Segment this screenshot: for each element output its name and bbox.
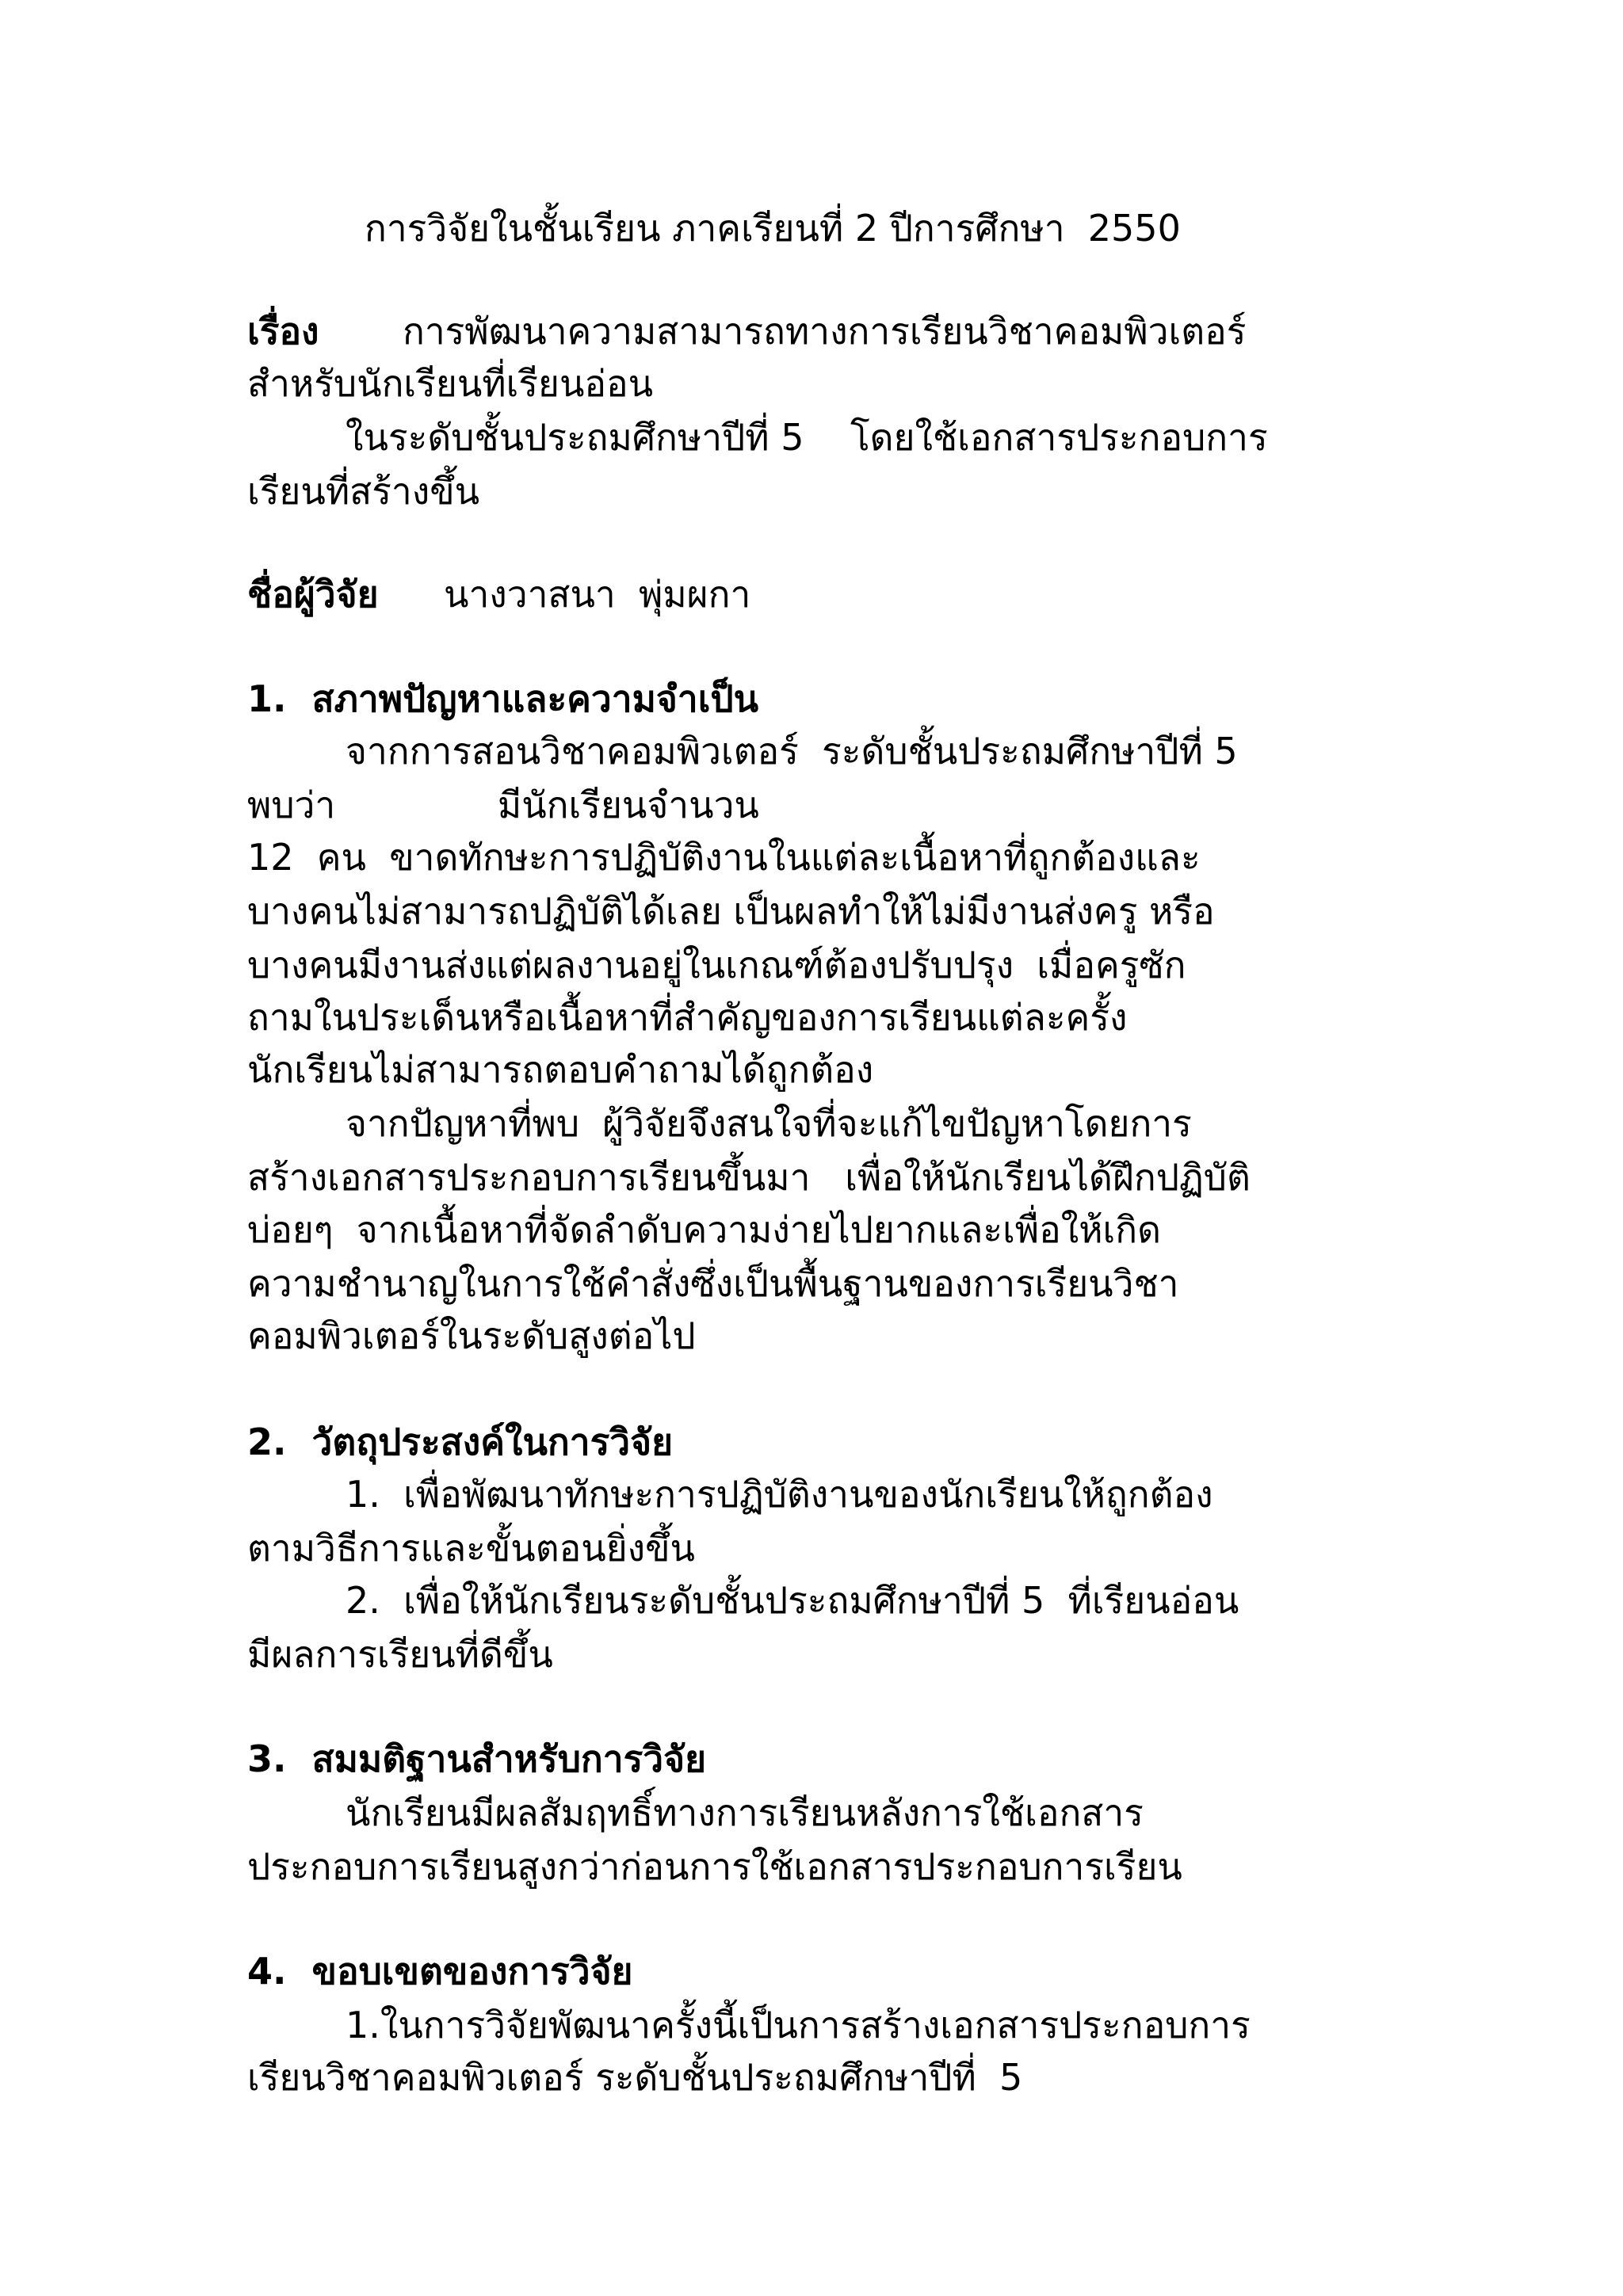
- subject-line-3: ในระดับชั้นประถมศึกษาปีที่ 5 โดยใช้เอกสารประกอบการ: [346, 416, 1268, 459]
- section-3-heading: 3. สมมติฐานสำหรับการวิจัย: [247, 1737, 707, 1780]
- section-1-line: บางคนมีงานส่งแต่ผลงานอยู่ในเกณฑ์ต้องปรับปรุง เมื่อครูซัก: [247, 944, 1186, 986]
- section-4-line: เรียนวิชาคอมพิวเตอร์ ระดับชั้นประถมศึกษาปีที่ 5: [247, 2056, 1023, 2099]
- section-1-line: บางคนไม่สามารถปฏิบัติได้เลย เป็นผลทำให้ไม่มีงานส่งครู หรือ: [247, 890, 1215, 933]
- researcher-label: ชื่อผู้วิจัย: [247, 573, 379, 616]
- section-1-line: ความชำนาญในการใช้คำสั่งซึ่งเป็นพื้นฐานของการเรียนวิชา: [247, 1262, 1179, 1305]
- section-2-line: 1. เพื่อพัฒนาทักษะการปฏิบัติงานของนักเรียนให้ถูกต้อง: [346, 1473, 1213, 1516]
- section-3-line: ประกอบการเรียนสูงกว่าก่อนการใช้เอกสารประกอบการเรียน: [247, 1845, 1182, 1888]
- subject-label: เรื่อง: [247, 310, 319, 353]
- section-2-line: 2. เพื่อให้นักเรียนระดับชั้นประถมศึกษาปีที่ 5 ที่เรียนอ่อน: [346, 1579, 1239, 1622]
- section-1-line: บ่อยๆ จากเนื้อหาที่จัดลำดับความง่ายไปยากและเพื่อให้เกิด: [247, 1208, 1161, 1251]
- section-2-heading: 2. วัตถุประสงค์ในการวิจัย: [247, 1421, 674, 1463]
- section-1-line: นักเรียนไม่สามารถตอบคำถามได้ถูกต้อง: [247, 1048, 874, 1091]
- section-1-line: จากการสอนวิชาคอมพิวเตอร์ ระดับชั้นประถมศึกษาปีที่ 5: [346, 730, 1238, 772]
- section-2-line: ตามวิธีการและขั้นตอนยิ่งขึ้น: [247, 1527, 696, 1569]
- subject-line-1: การพัฒนาความสามารถทางการเรียนวิชาคอมพิวเตอร์: [403, 310, 1247, 353]
- section-4-heading: 4. ขอบเขตของการวิจัย: [247, 1950, 633, 1993]
- subject-line-4: เรียนที่สร้างขึ้น: [247, 470, 480, 513]
- subject-line-2: สำหรับนักเรียนที่เรียนอ่อน: [247, 362, 654, 405]
- section-1-line: คอมพิวเตอร์ในระดับสูงต่อไป: [247, 1314, 696, 1357]
- section-3-line: นักเรียนมีผลสัมฤทธิ์ทางการเรียนหลังการใช้เอกสาร: [346, 1791, 1144, 1834]
- section-1-heading: 1. สภาพปัญหาและความจำเป็น: [247, 677, 759, 720]
- document-title: การวิจัยในชั้นเรียน ภาคเรียนที่ 2 ปีการศึกษา 2550: [365, 207, 1181, 250]
- section-4-line: 1.ในการวิจัยพัฒนาครั้งนี้เป็นการสร้างเอกสารประกอบการ: [346, 2004, 1251, 2046]
- section-1-line: 12 คน ขาดทักษะการปฏิบัติงานในแต่ละเนื้อหาที่ถูกต้องและ: [247, 836, 1201, 879]
- section-1-line: พบว่า มีนักเรียนจำนวน: [247, 784, 759, 826]
- section-1-line: จากปัญหาที่พบ ผู้วิจัยจึงสนใจที่จะแก้ไขปัญหาโดยการ: [346, 1102, 1192, 1145]
- section-1-line: ถามในประเด็นหรือเนื้อหาที่สำคัญของการเรียนแต่ละครั้ง: [247, 996, 1128, 1039]
- researcher-name: นางวาสนา พุ่มผกา: [444, 573, 751, 616]
- section-1-line: สร้างเอกสารประกอบการเรียนขึ้นมา เพื่อให้นักเรียนได้ฝึกปฏิบัติ: [247, 1156, 1251, 1199]
- section-2-line: มีผลการเรียนที่ดีขึ้น: [247, 1633, 553, 1676]
